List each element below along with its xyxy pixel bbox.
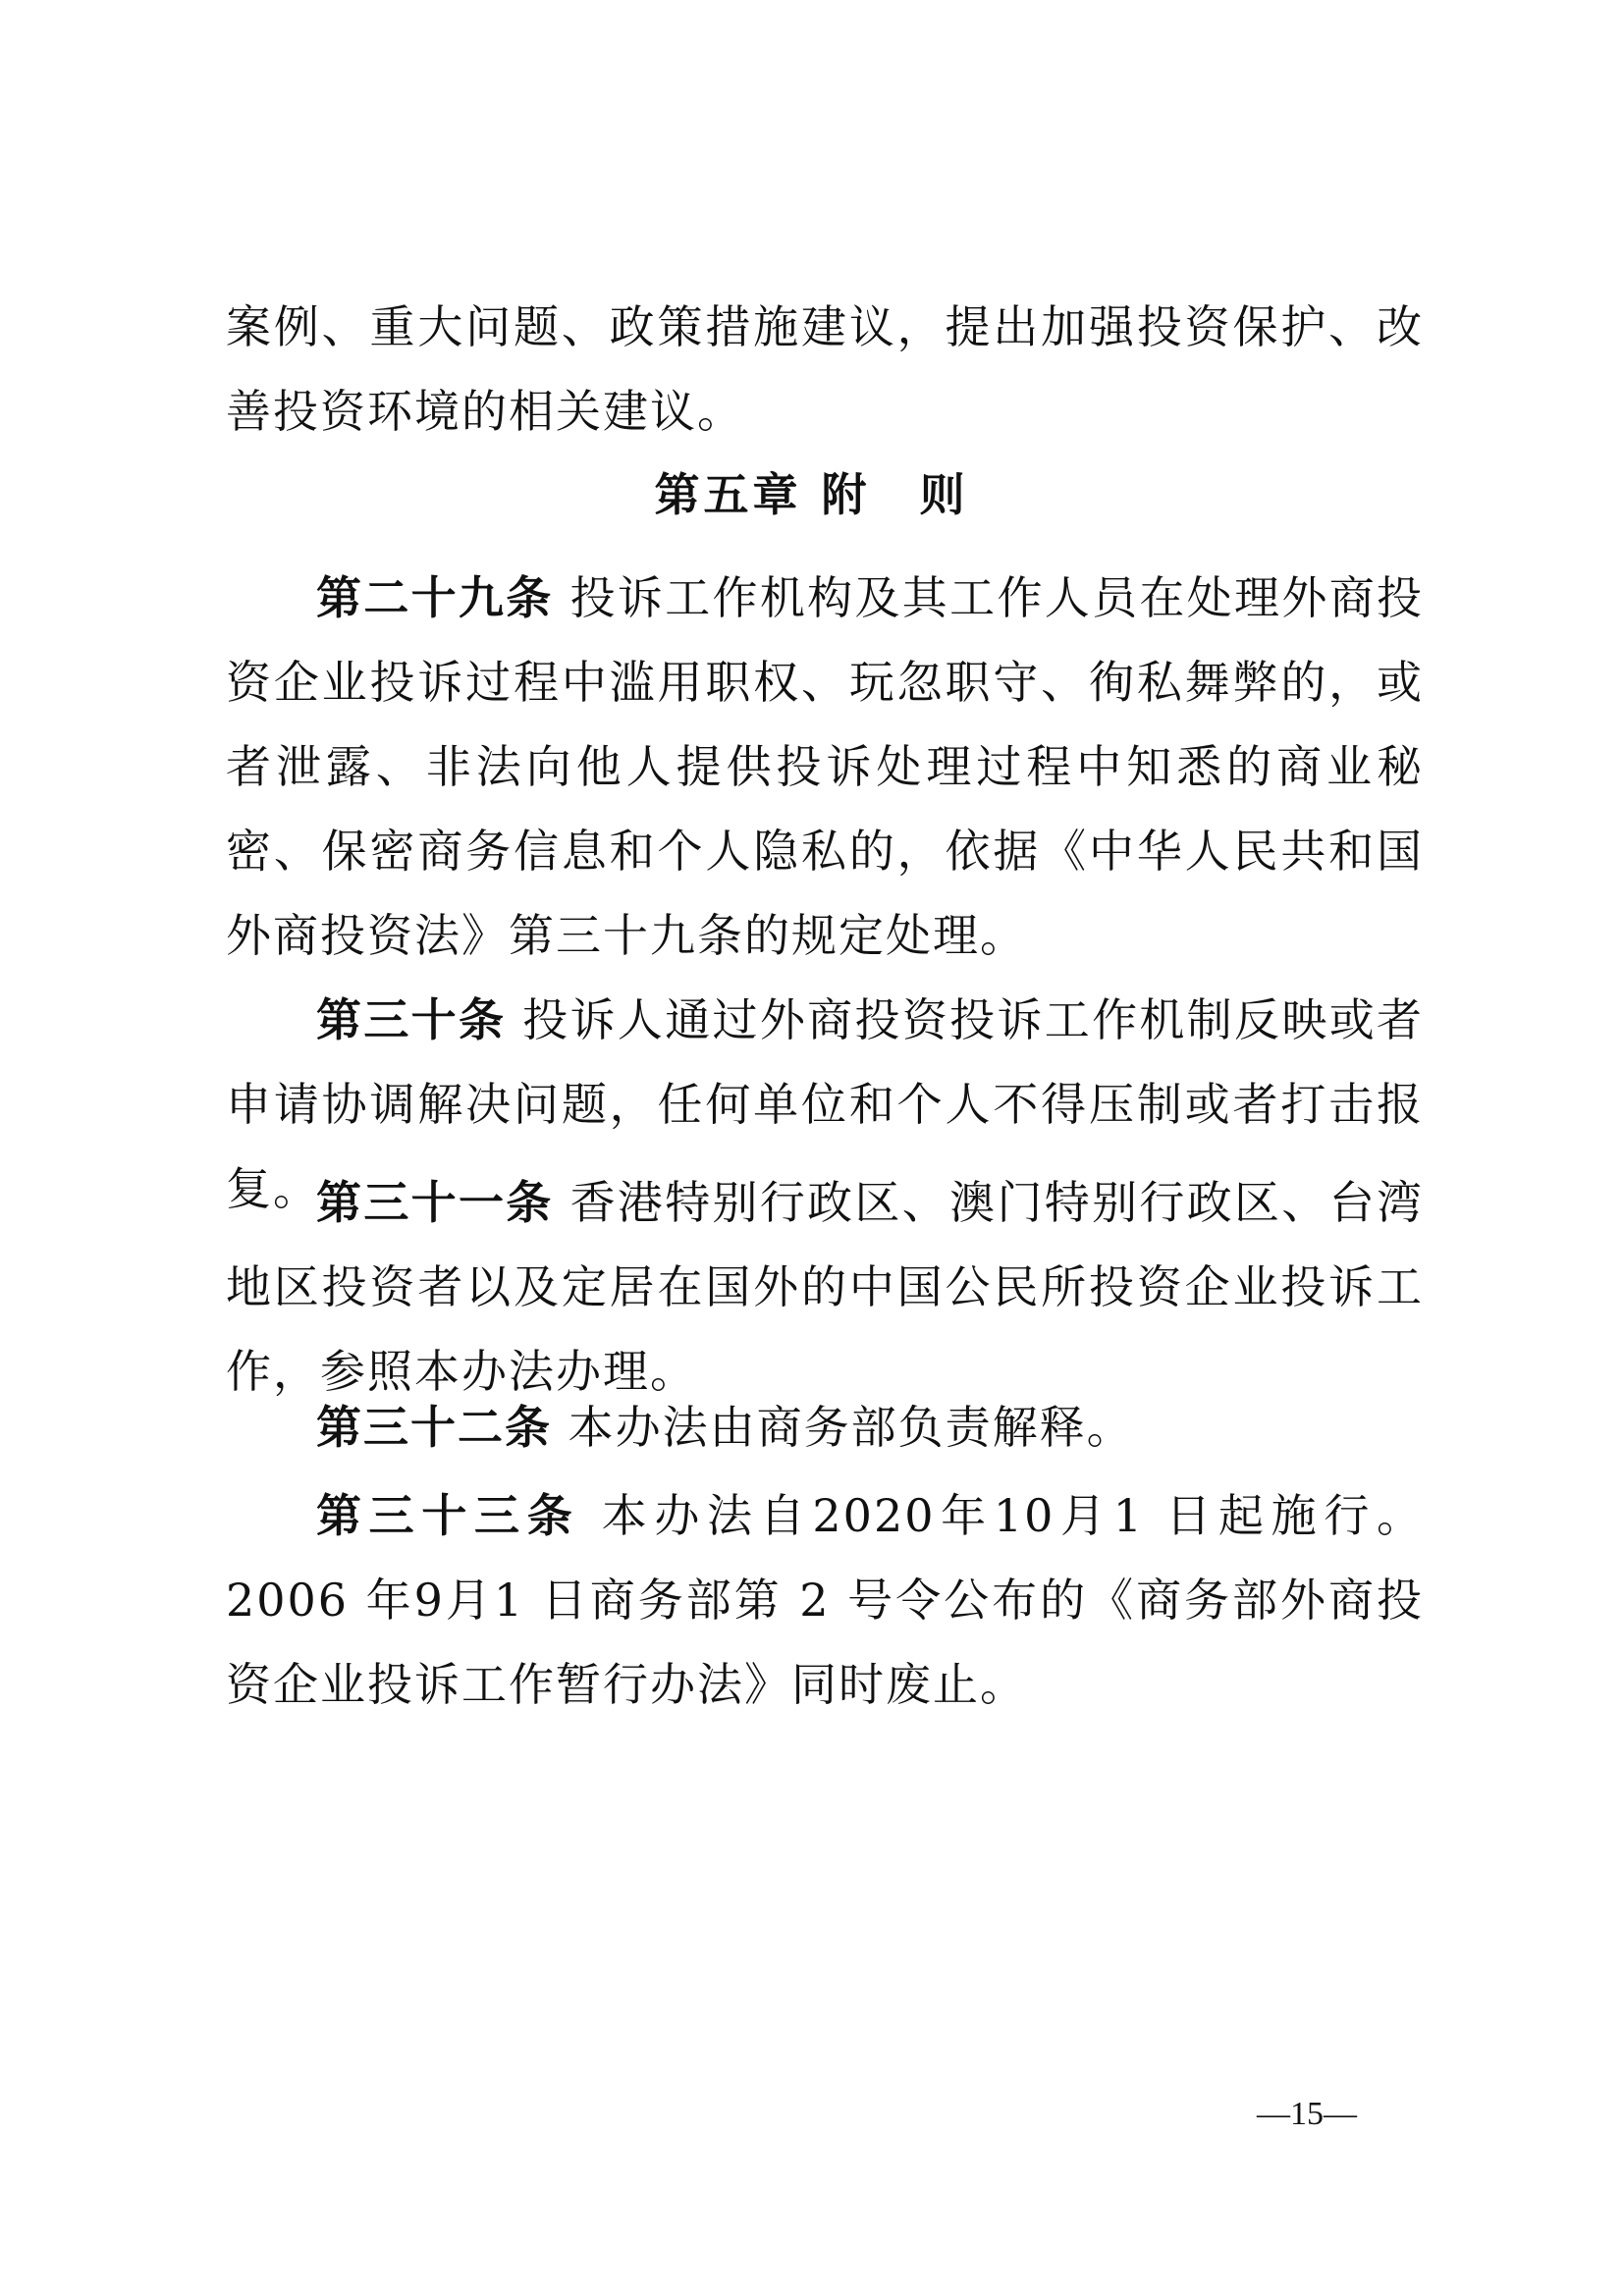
article-30-text: 投诉人通过外商投资投诉工作机制反映或者申请协调解决问题，任何单位和个人不得压制或者打击报复。 xyxy=(226,993,1425,1215)
chapter-title: 第五章 附 则 xyxy=(654,468,969,521)
article-33-label: 第三十三条 xyxy=(316,1489,580,1542)
article-31 xyxy=(226,1160,1424,1414)
article-32-text: 本办法由商务部负责解释。 xyxy=(568,1401,1134,1454)
opening-paragraph: 案例、重大问题、政策措施建议，提出加强投资保护、改善投资环境的相关建议。 xyxy=(226,300,1424,438)
article-33-text: 本办法自2020年10月1 日起施行。2006 年9月1 日商务部第 2 号令公布的《商务部外商投资企业投诉工作暂行办法》同时废止。 xyxy=(226,1489,1425,1711)
article-32 xyxy=(226,1385,1424,1469)
opening-paragraph-block xyxy=(226,285,1424,454)
article-31-label: 第三十一条 xyxy=(316,1176,554,1229)
page-number: —15— xyxy=(1257,2096,1357,2132)
article-31-block xyxy=(226,1160,1424,1414)
article-29-block xyxy=(226,556,1424,978)
article-32-label: 第三十二条 xyxy=(316,1401,552,1454)
article-31-text: 香港特别行政区、澳门特别行政区、台湾地区投资者以及定居在国外的中国公民所投资企业投诉工作，参照本办法办理。 xyxy=(226,1176,1425,1398)
article-30-label: 第三十条 xyxy=(316,993,507,1046)
article-29-label: 第二十九条 xyxy=(316,571,554,624)
article-29-text: 投诉工作机构及其工作人员在处理外商投资企业投诉过程中滥用职权、玩忽职守、徇私舞弊的，或者泄露、非法向他人提供投诉处理过程中知悉的商业秘密、保密商务信息和个人隐私的，依据《中华人民共和国外商投资法》第三十九条的规定处理。 xyxy=(226,571,1425,962)
article-32-block xyxy=(226,1385,1424,1469)
article-29 xyxy=(226,556,1424,978)
article-33 xyxy=(226,1473,1424,1727)
article-33-block xyxy=(226,1473,1424,1727)
